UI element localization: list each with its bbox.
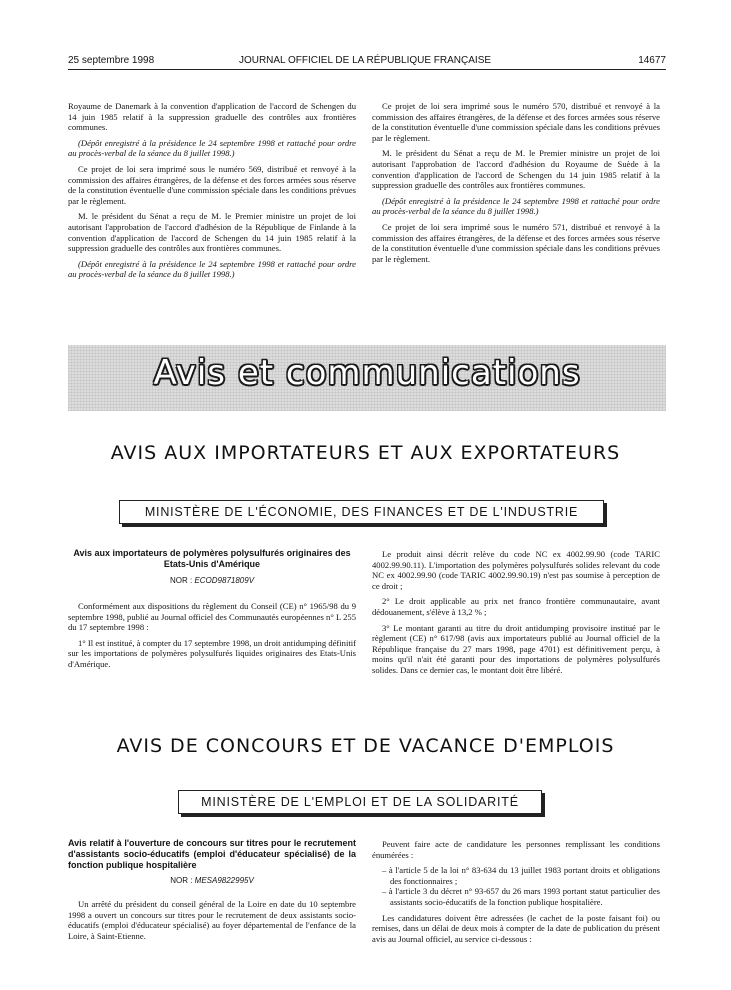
- paragraph: Conformément aux dispositions du règlement du Conseil (CE) n° 1965/98 du 9 septembre 1998, publié au Journal officiel des Communautés européennes n° L 255 du 17 septembre 1998 :: [68, 601, 356, 633]
- journal-title: JOURNAL OFFICIEL DE LA RÉPUBLIQUE FRANÇAISE: [238, 55, 492, 66]
- paragraph: Un arrêté du président du conseil général de la Loire en date du 10 septembre 1998 a ouvert un concours sur titres pour le recrutement de deux assistants socio-éducatifs (emploi d'éducateur spécialisé) au foyer départemental de l'enfance de la Loire, à Saint-Etienne.: [68, 899, 356, 941]
- article-concours: [68, 838, 356, 946]
- top-right-column: [372, 101, 660, 269]
- article-importers-continued: [372, 549, 660, 681]
- page-number: 14677: [638, 55, 666, 66]
- paragraph: Royaume de Danemark à la convention d'application de l'accord de Schengen du 14 juin 1985 relatif à la suppression graduelle des contrôles aux frontières communes.: [68, 101, 356, 133]
- paragraph: Ce projet de loi sera imprimé sous le numéro 571, distribué et renvoyé à la commission des affaires étrangères, de la défense et des forces armées sous réserve de la constitution éventuelle d'une commission spéciale dans les conditions prévues par le règlement.: [372, 221, 660, 264]
- paragraph: Ce projet de loi sera imprimé sous le numéro 570, distribué et renvoyé à la commission des affaires étrangères, de la défense et des forces armées sous réserve de la constitution éventuelle d'une commission spéciale dans les conditions prévues par le règlement.: [372, 101, 660, 143]
- header-rule: [68, 69, 666, 70]
- nor-code: MESA9822995V: [194, 876, 254, 885]
- article-importers: [68, 548, 356, 675]
- paragraph: Les candidatures doivent être adressées (le cachet de la poste faisant foi) ou remises, dans un délai de deux mois à compter de la date de publication du présent avis au Journal officiel, au service ci-dessous :: [372, 912, 660, 944]
- deposit-note: (Dépôt enregistré à la présidence le 24 septembre 1998 et rattaché pour ordre au procès-verbal de la séance du 8 juillet 1998.): [68, 258, 356, 280]
- nor-code: ECOD9871809V: [194, 576, 255, 585]
- nor-reference: NOR : ECOD9871809V: [169, 576, 255, 585]
- banner-title: Avis et communications: [153, 353, 581, 393]
- ministry-box: MINISTÈRE DE L'ÉCONOMIE, DES FINANCES ET DE L'INDUSTRIE: [119, 500, 604, 524]
- header-date: 25 septembre 1998: [68, 55, 155, 66]
- deposit-note: (Dépôt enregistré à la présidence le 24 septembre 1998 et rattaché pour ordre au procès-verbal de la séance du 8 juillet 1998.): [372, 195, 660, 217]
- paragraph: M. le président du Sénat a reçu de M. le Premier ministre un projet de loi autorisant l'approbation de l'accord d'adhésion de la République de Finlande à la convention d'application de l'accord de Schengen du 14 juin 1985 relatif à la suppression graduelle des contrôles aux frontières communes.: [68, 211, 356, 254]
- paragraph: Ce projet de loi sera imprimé sous le numéro 569, distribué et renvoyé à la commission des affaires étrangères, de la défense et des forces armées sous réserve de la constitution éventuelle d'une commission spéciale dans les conditions prévues par le règlement.: [68, 163, 356, 206]
- list-item: – à l'article 3 du décret n° 93-657 du 26 mars 1993 portant statut particulier des assistants socio-éducatifs de la fonction publique hospitalière.: [382, 886, 660, 907]
- section-banner: [68, 345, 666, 411]
- top-left-column: [68, 101, 356, 285]
- section-title-concours: AVIS DE CONCOURS ET DE VACANCE D'EMPLOIS: [116, 735, 615, 757]
- paragraph: Peuvent faire acte de candidature les personnes remplissant les conditions énumérées :: [372, 839, 660, 860]
- section-title-importers: AVIS AUX IMPORTATEURS ET AUX EXPORTATEURS: [110, 442, 621, 464]
- paragraph: 1° Il est institué, à compter du 17 septembre 1998, un droit antidumping définitif sur les importations de polymères polysulfurés liquides originaires des Etats-Unis d'Amérique.: [68, 637, 356, 669]
- article-body: [68, 899, 356, 941]
- nor-reference: NOR : MESA9822995V: [170, 876, 254, 885]
- conditions-list: [372, 865, 660, 907]
- paragraph: 2° Le droit applicable au prix net franco frontière communautaire, avant dédouanement, s'élève à 13,2 % ;: [372, 596, 660, 617]
- article-title: Avis relatif à l'ouverture de concours sur titres pour le recrutement d'assistants socio-éducatifs (emploi d'éducateur spécialisé) de la fonction publique hospitalière: [68, 838, 356, 870]
- article-title: Avis aux importateurs de polymères polysulfurés originaires des Etats-Unis d'Amérique: [73, 548, 351, 569]
- ministry-box: MINISTÈRE DE L'EMPLOI ET DE LA SOLIDARITÉ: [178, 790, 542, 814]
- article-concours-continued: [372, 839, 660, 949]
- paragraph: M. le président du Sénat a reçu de M. le Premier ministre un projet de loi autorisant l'approbation de l'accord d'adhésion du Royaume de Suède à la convention d'application de l'accord de Schengen du 14 juin 1985 relatif à la suppression graduelle des contrôles aux frontières communes.: [372, 148, 660, 191]
- paragraph: 3° Le montant garanti au titre du droit antidumping provisoire institué par le règlement (CE) n° 617/98 (avis aux importateurs publié au Journal officiel de la République française du 27 mars 1998, page 4701) est définitivement perçu, à moins qu'il n'ait été garanti pour des importations de polymères polysulfurés solides. Dans ce dernier cas, le montant doit être libéré.: [372, 622, 660, 675]
- paragraph: Le produit ainsi décrit relève du code NC ex 4002.99.90 (code TARIC 4002.99.90.11). L'importation des polymères polysulfurés solides relevant du code NC ex 4002.99.90 (code TARIC 4002.99.90.19) n'est pas soumise à perception de ce droit ;: [372, 549, 660, 591]
- deposit-note: (Dépôt enregistré à la présidence le 24 septembre 1998 et rattaché pour ordre au procès-verbal de la séance du 8 juillet 1998.): [68, 137, 356, 159]
- list-item: – à l'article 5 de la loi n° 83-634 du 13 juillet 1983 portant droits et obligations des fonctionnaires ;: [382, 865, 660, 886]
- article-body: [68, 601, 356, 670]
